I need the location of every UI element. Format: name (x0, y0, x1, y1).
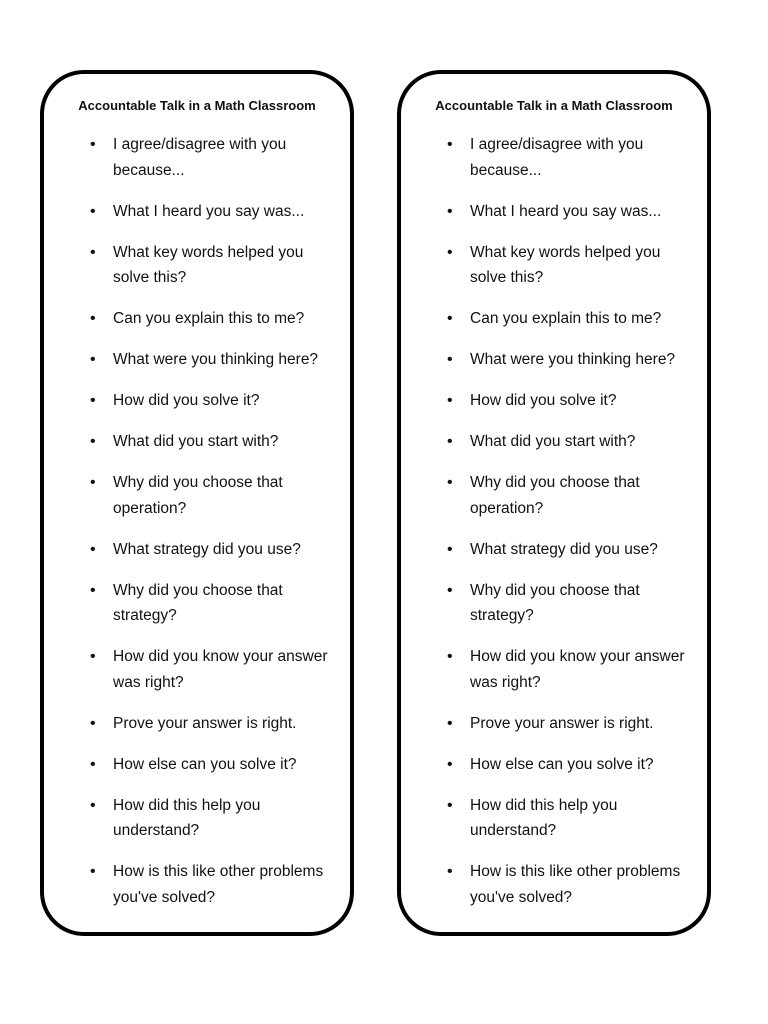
list-item (401, 644, 707, 695)
list-item (44, 347, 350, 373)
question-text: I agree/disagree with you because... (113, 136, 287, 179)
question-text: How did you know your answer was right? (113, 648, 328, 691)
list-item (401, 793, 707, 844)
question-list (401, 132, 707, 926)
question-text: What I heard you say was... (470, 202, 662, 220)
question-text: What strategy did you use? (470, 540, 658, 558)
question-text: Why did you choose that strategy? (113, 581, 283, 624)
question-list (44, 132, 350, 926)
bullet-icon: • (447, 581, 453, 599)
question-text: Can you explain this to me? (470, 310, 662, 327)
bullet-icon: • (90, 863, 96, 880)
list-item (401, 306, 707, 332)
list-item (401, 537, 707, 563)
bullet-icon: • (447, 351, 453, 368)
bullet-icon: • (90, 433, 96, 450)
bullet-icon: • (447, 755, 453, 773)
question-text: What did you start with? (113, 433, 279, 450)
list-item (44, 752, 350, 778)
bullet-icon: • (447, 648, 453, 665)
question-text: Can you explain this to me? (113, 310, 305, 327)
list-item (401, 429, 707, 455)
list-item (401, 240, 707, 291)
list-item (401, 132, 707, 183)
question-text: Prove your answer is right. (470, 714, 654, 732)
bullet-icon: • (447, 202, 453, 220)
question-text: How else can you solve it? (113, 755, 297, 773)
question-text: How is this like other problems you've solved? (470, 863, 681, 906)
bookmark-title: Accountable Talk in a Math Classroom (435, 98, 673, 113)
list-item (401, 752, 707, 778)
bullet-icon: • (90, 243, 96, 261)
bullet-icon: • (90, 714, 96, 732)
question-text: Prove your answer is right. (113, 714, 297, 732)
list-item (44, 711, 350, 737)
list-item (401, 578, 707, 629)
list-item (401, 859, 707, 910)
question-text: How did you solve it? (113, 392, 260, 409)
bullet-icon: • (90, 310, 96, 327)
question-text: How is this like other problems you've solved? (113, 863, 324, 906)
question-text: What were you thinking here? (113, 351, 319, 368)
question-text: What key words helped you solve this? (470, 243, 661, 286)
bookmark-left (40, 70, 354, 936)
list-item (44, 306, 350, 332)
list-item (44, 470, 350, 521)
question-text: What did you start with? (470, 433, 636, 450)
question-text: What key words helped you solve this? (113, 243, 304, 286)
list-item (44, 388, 350, 414)
list-item (44, 578, 350, 629)
list-item (44, 644, 350, 695)
list-item (44, 199, 350, 225)
bullet-icon: • (90, 796, 96, 814)
bullet-icon: • (447, 863, 453, 880)
bullet-icon: • (447, 310, 453, 327)
list-item (401, 470, 707, 521)
question-text: How did this help you understand? (470, 796, 618, 839)
bullet-icon: • (90, 351, 96, 368)
bullet-icon: • (90, 474, 96, 491)
bullet-icon: • (447, 474, 453, 491)
question-text: What were you thinking here? (470, 351, 676, 368)
question-text: How did you know your answer was right? (470, 648, 685, 691)
bullet-icon: • (90, 581, 96, 599)
bullet-icon: • (447, 796, 453, 814)
question-text: I agree/disagree with you because... (470, 136, 644, 179)
question-text: What I heard you say was... (113, 202, 305, 220)
question-text: Why did you choose that operation? (470, 474, 640, 517)
bullet-icon: • (90, 755, 96, 773)
question-text: How did this help you understand? (113, 796, 261, 839)
question-text: Why did you choose that strategy? (470, 581, 640, 624)
list-item (44, 793, 350, 844)
bookmark-right (397, 70, 711, 936)
list-item (44, 240, 350, 291)
list-item (44, 859, 350, 910)
bookmark-title: Accountable Talk in a Math Classroom (78, 98, 316, 113)
bullet-icon: • (90, 540, 96, 558)
bullet-icon: • (90, 392, 96, 409)
bullet-icon: • (447, 714, 453, 732)
list-item (401, 199, 707, 225)
bullet-icon: • (90, 648, 96, 665)
question-text: What strategy did you use? (113, 540, 301, 558)
bullet-icon: • (90, 136, 96, 153)
list-item (44, 537, 350, 563)
bullet-icon: • (447, 136, 453, 153)
list-item (401, 388, 707, 414)
question-text: How else can you solve it? (470, 755, 654, 773)
bullet-icon: • (447, 243, 453, 261)
question-text: Why did you choose that operation? (113, 474, 283, 517)
bullet-icon: • (90, 202, 96, 220)
list-item (401, 347, 707, 373)
bullet-icon: • (447, 540, 453, 558)
list-item (44, 132, 350, 183)
list-item (401, 711, 707, 737)
list-item (44, 429, 350, 455)
question-text: How did you solve it? (470, 392, 617, 409)
bullet-icon: • (447, 433, 453, 450)
bullet-icon: • (447, 392, 453, 409)
